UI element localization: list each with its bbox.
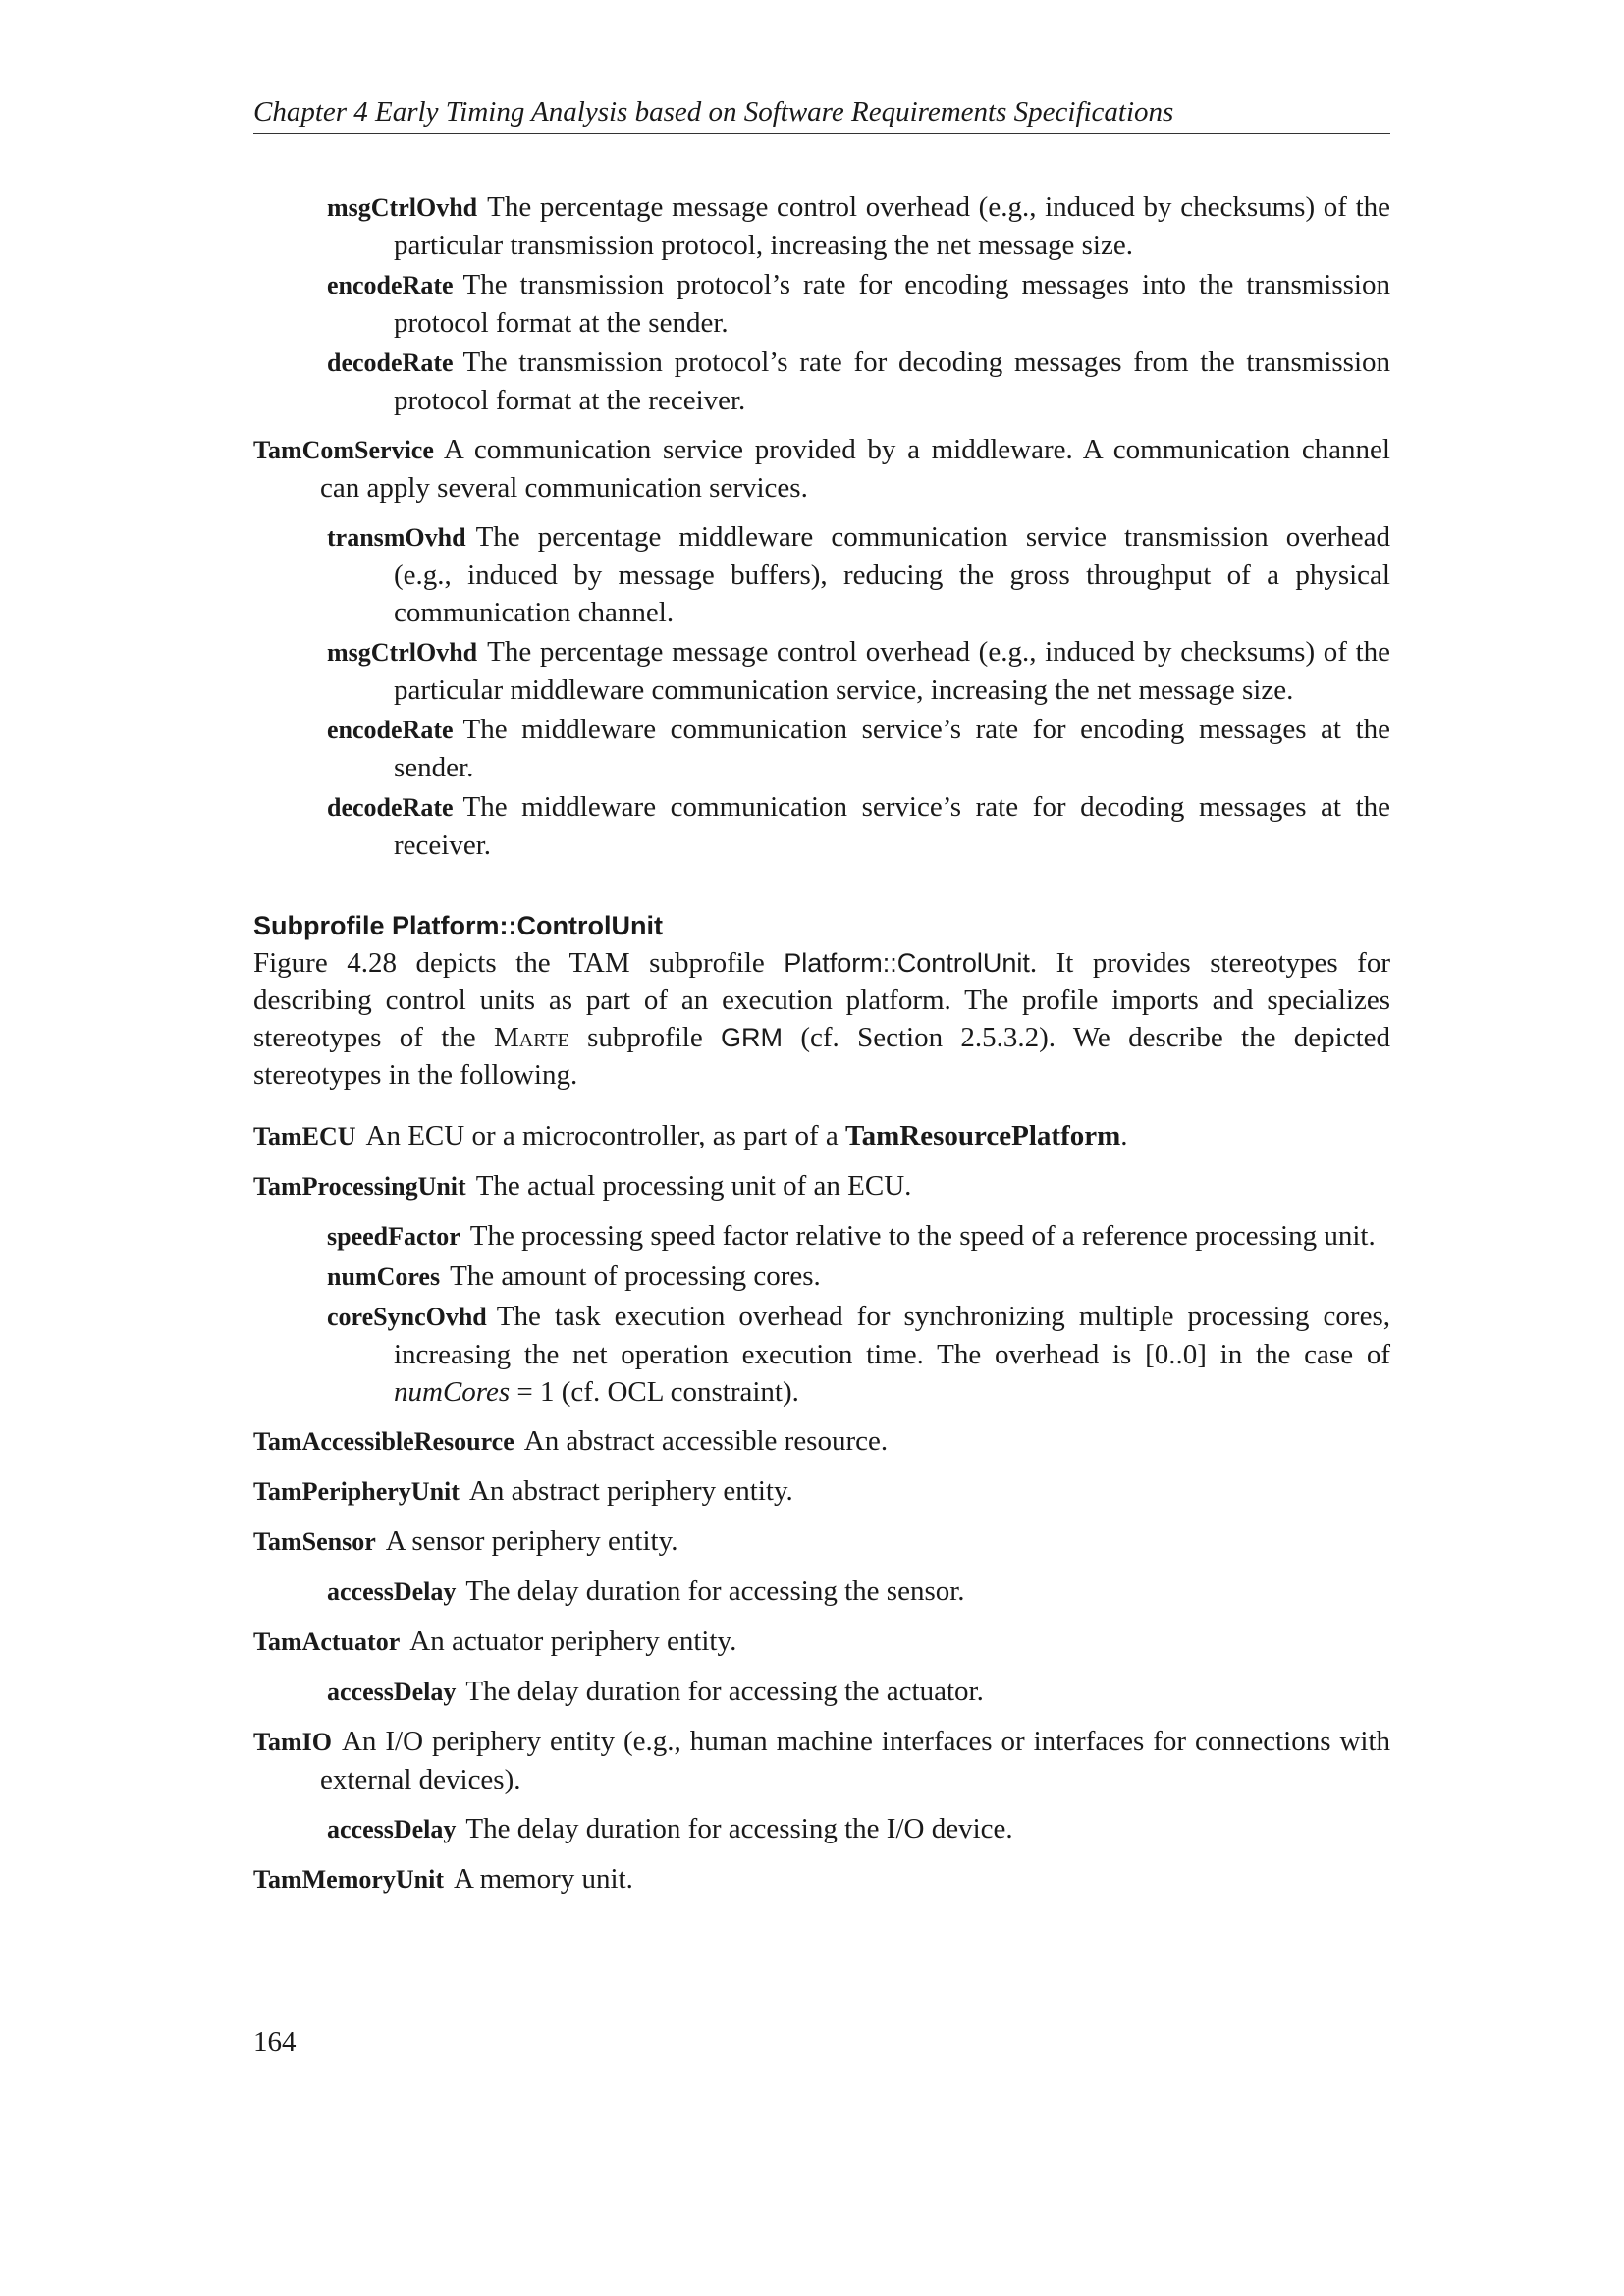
- definition-tamsensor: [253, 1522, 1390, 1561]
- definition-term: decodeRate: [327, 793, 454, 822]
- definition-term: decodeRate: [327, 348, 454, 377]
- definition-text: The middleware communication service’s rate for decoding messages at the receiver.: [394, 791, 1390, 861]
- definition-text: An actuator periphery entity.: [409, 1626, 737, 1657]
- definition-msgctrlovhd: [327, 188, 1390, 264]
- definition-term: TamSensor: [253, 1527, 376, 1556]
- definition-text: An I/O periphery entity (e.g., human machine interfaces or interfaces for connections with external devices).: [320, 1726, 1390, 1795]
- definition-text: .: [1120, 1120, 1128, 1151]
- definition-bold-ref: TamResourcePlatform: [844, 1120, 1121, 1151]
- definition-decoderate: [327, 788, 1390, 864]
- definition-tamperipheryunit: [253, 1472, 1390, 1511]
- definition-term: msgCtrlOvhd: [327, 638, 478, 667]
- definition-term: encodeRate: [327, 716, 454, 744]
- definition-term: accessDelay: [327, 1678, 457, 1706]
- definition-tamecu: [253, 1117, 1390, 1155]
- definition-text: A communication service provided by a middleware. A communication channel can apply several communication services.: [320, 434, 1390, 504]
- definition-text: The task execution overhead for synchronizing multiple processing cores, increasing the net operation execution time. The overhead is [0..0] in the case of: [394, 1301, 1390, 1370]
- definition-term: encodeRate: [327, 271, 454, 299]
- paragraph-text: (cf. Section 2.5.3.2). We describe the depicted stereotypes in the following.: [253, 1022, 1390, 1091]
- definition-speedfactor: [327, 1217, 1390, 1255]
- definition-accessdelay: [327, 1673, 1390, 1711]
- definition-encoderate: [327, 711, 1390, 786]
- definition-term: accessDelay: [327, 1577, 457, 1606]
- definition-text: The processing speed factor relative to the speed of a reference processing unit.: [469, 1220, 1376, 1252]
- definition-text: An abstract periphery entity.: [468, 1475, 793, 1507]
- definition-text: The delay duration for accessing the actuator.: [465, 1676, 984, 1707]
- definition-text: An abstract accessible resource.: [523, 1425, 889, 1457]
- running-header: Chapter 4 Early Timing Analysis based on Software Requirements Specifications: [253, 94, 1390, 134]
- profile-name: Platform::ControlUnit: [784, 948, 1030, 978]
- definition-term: numCores: [327, 1262, 441, 1291]
- definition-term: TamPeripheryUnit: [253, 1477, 460, 1506]
- section-paragraph: [253, 944, 1390, 1094]
- definition-tamactuator: [253, 1623, 1390, 1661]
- definition-tamcomservice: [253, 431, 1390, 507]
- definition-text: A memory unit.: [454, 1863, 633, 1895]
- paragraph-text: . It provides stereotypes for describing control units as part of an execution platform. The profile imports and specializes stereotypes of the: [253, 947, 1390, 1053]
- definition-text: The transmission protocol’s rate for encoding messages into the transmission protocol format at the sender.: [394, 269, 1390, 339]
- definition-transmovhd: [327, 518, 1390, 631]
- definition-term: TamActuator: [253, 1628, 401, 1656]
- definition-text: An ECU or a microcontroller, as part of a: [365, 1120, 845, 1151]
- definition-text: The actual processing unit of an ECU.: [475, 1170, 912, 1201]
- definition-term: TamECU: [253, 1122, 356, 1150]
- definition-term: TamAccessibleResource: [253, 1427, 514, 1456]
- definition-tamio: [253, 1723, 1390, 1798]
- marte-name: Marte: [494, 1022, 569, 1053]
- definition-tamprocessingunit: [253, 1167, 1390, 1205]
- definition-text: The percentage message control overhead (e.g., induced by checksums) of the particular transmission protocol, increasing the net message size.: [394, 191, 1390, 261]
- definition-accessdelay: [327, 1573, 1390, 1611]
- definition-accessdelay: [327, 1810, 1390, 1848]
- definition-term: accessDelay: [327, 1815, 457, 1843]
- definition-decoderate: [327, 344, 1390, 419]
- paragraph-text: Figure 4.28 depicts the TAM subprofile: [253, 947, 785, 979]
- definition-text: The amount of processing cores.: [450, 1260, 821, 1292]
- definition-text: The delay duration for accessing the I/O device.: [465, 1813, 1013, 1844]
- definition-italic: numCores: [394, 1376, 511, 1408]
- section-heading-name: Platform::ControlUnit: [392, 911, 663, 940]
- paragraph-text: subprofile: [568, 1022, 722, 1053]
- definition-msgctrlovhd: [327, 633, 1390, 709]
- definition-text: A sensor periphery entity.: [385, 1525, 678, 1557]
- definition-tammemoryunit: [253, 1860, 1390, 1898]
- page-body: [253, 187, 1390, 1898]
- page-number: 164: [253, 2026, 297, 2057]
- definition-term: speedFactor: [327, 1222, 460, 1251]
- definition-numcores: [327, 1257, 1390, 1296]
- definition-coresyncovhd: [327, 1298, 1390, 1411]
- grm-name: GRM: [721, 1023, 784, 1052]
- definition-term: msgCtrlOvhd: [327, 193, 478, 222]
- definition-term: coreSyncOvhd: [327, 1303, 487, 1331]
- definition-term: TamIO: [253, 1728, 332, 1756]
- definition-term: TamComService: [253, 436, 434, 464]
- section-heading-prefix: Subprofile: [253, 911, 392, 940]
- definition-text: The percentage middleware communication service transmission overhead (e.g., induced by message buffers), reducing the gross throughput of a physical communication channel.: [394, 521, 1390, 628]
- definition-term: TamMemoryUnit: [253, 1865, 445, 1894]
- definition-text: = 1 (cf. OCL constraint).: [510, 1376, 799, 1408]
- definition-text: The transmission protocol’s rate for decoding messages from the transmission protocol format at the receiver.: [394, 347, 1390, 416]
- section-heading: [253, 907, 1390, 944]
- definition-text: The middleware communication service’s rate for encoding messages at the sender.: [394, 714, 1390, 783]
- definition-term: transmOvhd: [327, 523, 466, 552]
- definition-text: The percentage message control overhead (e.g., induced by checksums) of the particular middleware communication service, increasing the net message size.: [394, 636, 1390, 706]
- definition-term: TamProcessingUnit: [253, 1172, 466, 1201]
- definition-tamaccessibleresource: [253, 1422, 1390, 1461]
- definition-text: The delay duration for accessing the sensor.: [465, 1575, 965, 1607]
- definition-encoderate: [327, 266, 1390, 342]
